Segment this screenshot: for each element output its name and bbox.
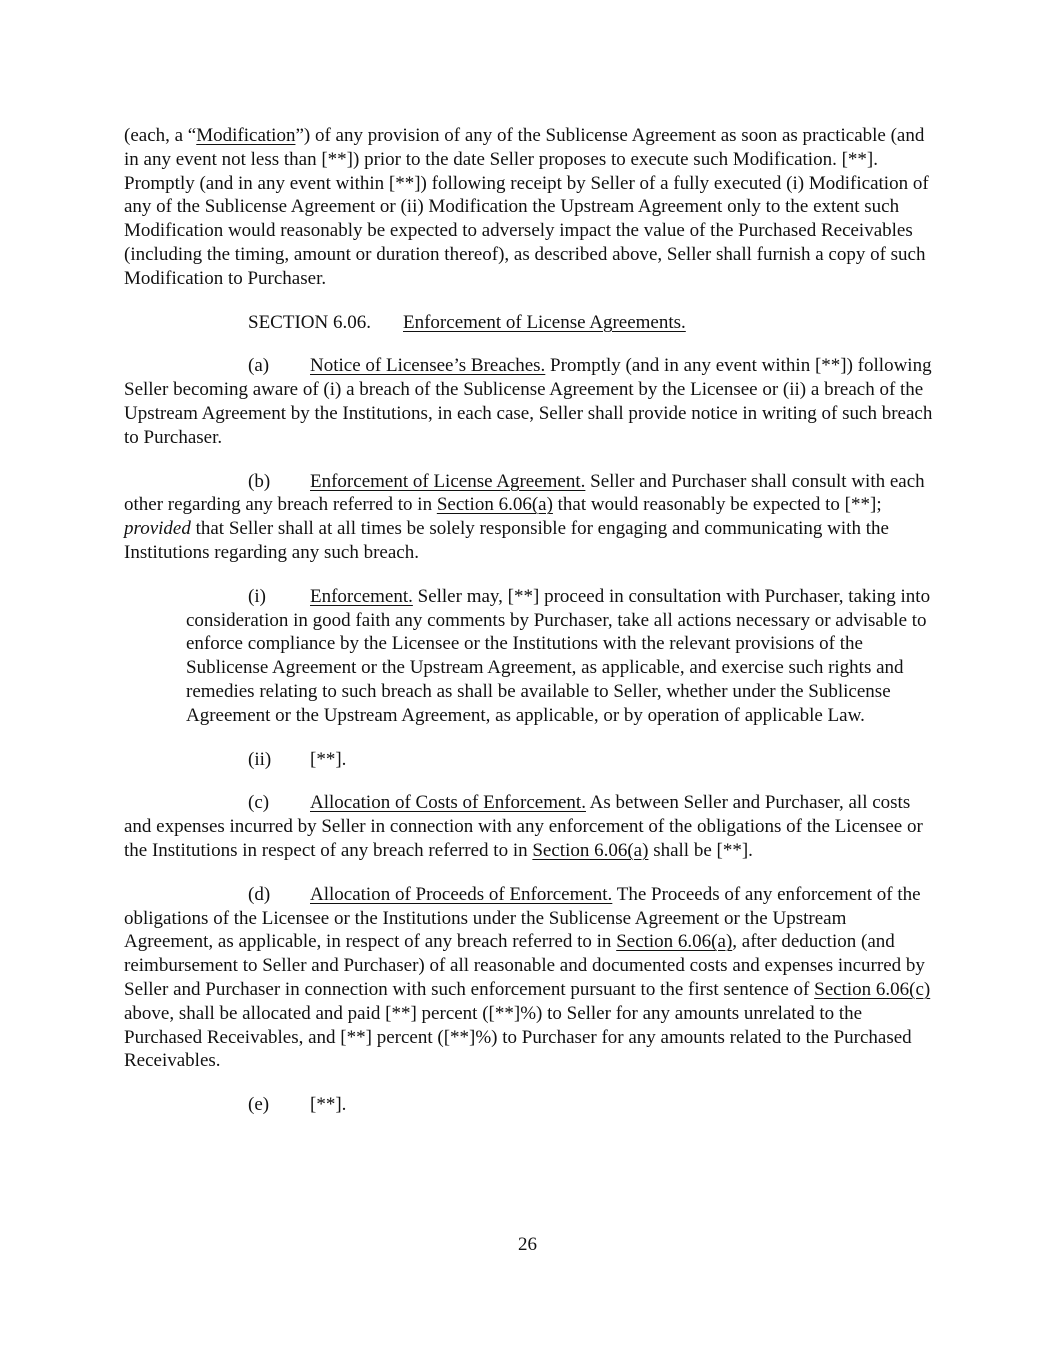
text: (each, a “ <box>124 125 197 146</box>
cross-reference: Section 6.06(a) <box>436 494 553 516</box>
cross-reference: Section 6.06(a) <box>616 931 733 953</box>
cross-reference: Section 6.06(c) <box>814 978 931 1000</box>
clause-title: Allocation of Proceeds of Enforcement. <box>310 883 613 905</box>
text: ”) of any provision of any of the Sublicense Agreement as soon as practicable (and in any event not less than [**]) prior to the date Seller proposes to execute such Modification. [**]. Promptly (and in any event within [**]) following receipt by Seller of a fully executed (i) Modification of any of the Sublicense Agreement or (ii) Modification the Upstream Agreement only to the extent such Modification would reasonably be expected to adversely impact the value of the Purchased Receivables (including the timing, amount or duration thereof), as described above, Seller shall furnish a copy of such Modification to Purchaser. <box>124 125 929 289</box>
document-page <box>124 124 934 1137</box>
clause-title: Enforcement. <box>310 585 413 607</box>
clause-text: The Proceeds of any enforcement of the obligations of the Licensee or the Institutions under the Sublicense Agreement or the Upstream Agreement, as applicable, in respect of any breach referred to in <box>124 883 921 953</box>
clause-b-i <box>186 585 934 728</box>
clause-text: above, shall be allocated and paid [**] percent ([**]%) to Seller for any amounts unrelated to the Purchased Receivables, and [**] percent ([**]%) to Purchaser for any amounts related to the Purchased Receivables. <box>124 1002 912 1072</box>
section-heading <box>248 311 934 335</box>
clause-text: Seller and Purchaser shall consult with each other regarding any breach referred to in <box>124 470 925 516</box>
clause-b-ii <box>124 748 934 772</box>
clause-text: Promptly (and in any event within [**]) following Seller becoming aware of (i) a breach of the Sublicense Agreement by the Licensee or (ii) a breach of the Upstream Agreement by the Institutions, in each case, Seller shall provide notice in writing of such breach to Purchaser. <box>124 355 933 448</box>
clause-text: , after deduction (and reimbursement to Seller and Purchaser) of all reasonable and documented costs and expenses incurred by Seller and Purchaser in connection with such enforcement pursuant to the first sentence of <box>124 931 925 1000</box>
clause-text: shall be [**]. <box>648 839 753 861</box>
clause-b <box>124 470 934 565</box>
clause-text: that would reasonably be expected to [**]; <box>552 494 882 516</box>
clause-title: Allocation of Costs of Enforcement. <box>310 792 586 814</box>
section-number: SECTION 6.06. <box>248 311 371 333</box>
clause-label: (i) <box>248 585 266 607</box>
clause-title: Enforcement of License Agreement. <box>310 470 586 492</box>
clause-label: (b) <box>248 470 271 492</box>
clause-e <box>124 1093 934 1117</box>
clause-text: [**]. <box>310 1094 347 1116</box>
clause-label: (ii) <box>248 748 272 770</box>
clause-label: (d) <box>248 883 271 905</box>
clause-label: (a) <box>248 355 270 377</box>
defined-term-modification: Modification <box>196 125 296 146</box>
clause-label: (c) <box>248 792 270 814</box>
clause-a <box>124 354 934 449</box>
clause-label: (e) <box>248 1094 270 1116</box>
clause-d <box>124 883 934 1073</box>
clause-text: Seller may, [**] proceed in consultation with Purchaser, taking into consideration in good faith any comments by Purchaser, take all actions necessary or advisable to enforce compliance by the Licensee or the Institutions with the relevant provisions of the Sublicense Agreement or the Upstream Agreement, as applicable, and exercise such rights and remedies relating to such breach as shall be available to Seller, whether under the Sublicense Agreement or the Upstream Agreement, as applicable, or by operation of applicable Law. <box>186 585 931 726</box>
cross-reference: Section 6.06(a) <box>532 839 649 861</box>
section-title: Enforcement of License Agreements. <box>403 311 686 333</box>
paragraph-modification <box>124 124 934 291</box>
clause-title: Notice of Licensee’s Breaches. <box>310 355 546 377</box>
clause-text: [**]. <box>310 748 347 770</box>
clause-c <box>124 791 934 862</box>
clause-text: As between Seller and Purchaser, all costs and expenses incurred by Seller in connection with any enforcement of the obligations of the Licensee or the Institutions in respect of any breach referred to in <box>124 792 923 861</box>
italic-term: provided <box>124 518 191 540</box>
clause-text: that Seller shall at all times be solely responsible for engaging and communicating with the Institutions regarding any such breach. <box>124 518 889 563</box>
page-number: 26 <box>518 1234 537 1255</box>
